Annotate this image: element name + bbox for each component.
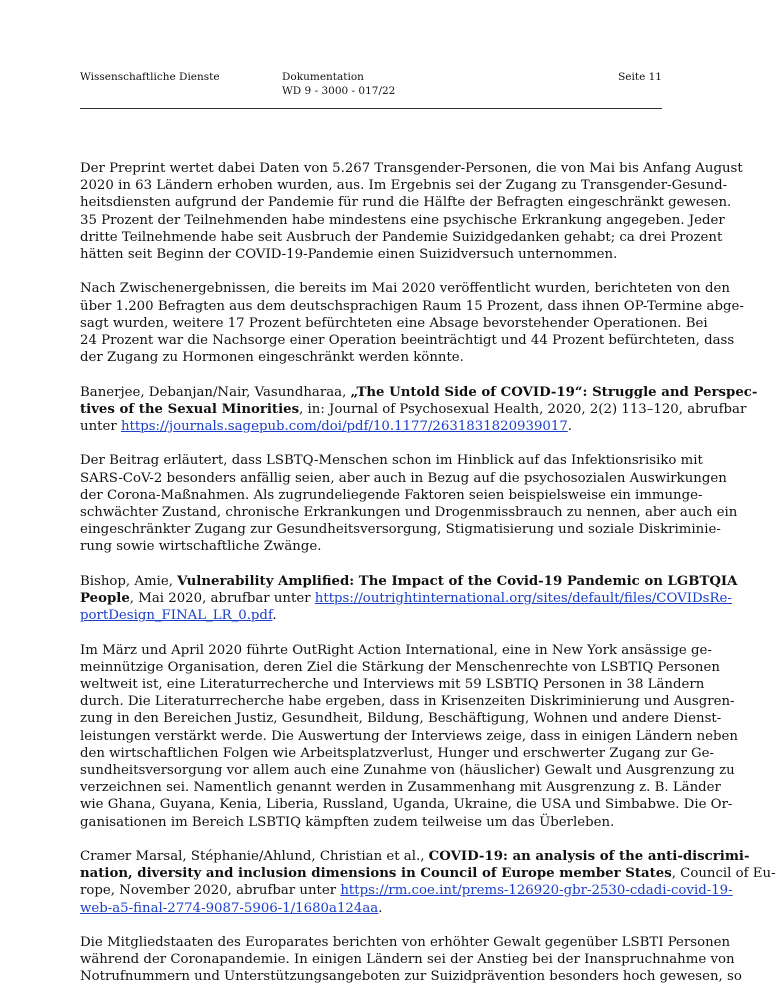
text-line (80, 900, 662, 917)
header-document-info (282, 70, 395, 98)
text-line: Die Mitgliedstaaten des Europarates berichten von erhöhter Gewalt gegenüber LSBTI Personen (80, 935, 731, 951)
ref-source: , in: Journal of Psychosexual Health, 2020, 2(2) 113–120, abrufbar (299, 401, 747, 417)
text-line: während der Coronapandemie. In einigen Ländern sei der Anstieg bei der Inanspruchnahme von (80, 952, 735, 968)
text-line: 35 Prozent der Teilnehmenden habe mindestens eine psychische Erkrankung angegeben. Jeder (80, 212, 725, 228)
text-line: Im März und April 2020 führte OutRight Action International, eine in New York ansässige ge- (80, 642, 712, 658)
text-line: durch. Die Literaturrecherche habe ergeben, dass in Krisenzeiten Diskriminierung und Ausgren- (80, 694, 735, 710)
text-line: SARS-CoV-2 besonders anfällig seien, aber auch in Bezug auf die psychosozialen Auswirkungen (80, 470, 727, 486)
text-line: wie Ghana, Guyana, Kenia, Liberia, Russland, Uganda, Ukraine, die USA und Simbabwe. Die Or- (80, 797, 733, 813)
ref-authors: Banerjee, Debanjan/Nair, Vasundharaa, (80, 384, 351, 400)
text-line: 24 Prozent war die Nachsorge einer Operation beeinträchtigt und 44 Prozent befürchteten, dass (80, 333, 735, 349)
text-line: leistungen verstärkt werde. Die Auswertung der Interviews zeige, dass in einigen Ländern neben (80, 728, 738, 744)
text-line: meinnützige Organisation, deren Ziel die Stärkung der Menschenrechte von LSBTIQ Personen (80, 659, 720, 675)
ref-authors: Cramer Marsal, Stéphanie/Ahlund, Christian et al., (80, 849, 429, 865)
ref-source: unter (80, 419, 121, 435)
text-line (80, 401, 747, 418)
ref-title: COVID-19: an analysis of the anti-discrimi- (428, 849, 750, 865)
text-line (80, 848, 750, 865)
ref-source: , Council of Eu- (671, 866, 776, 882)
paragraph-council-of-europe (80, 934, 742, 986)
paragraph-preprint (80, 160, 743, 263)
text-line: Der Beitrag erläutert, dass LSBTQ-Menschen schon im Hinblick auf das Infektionsrisiko mit (80, 453, 703, 469)
ref-title: Vulnerability Amplified: The Impact of the Covid-19 Pandemic on LGBTQIA (177, 573, 738, 589)
text-line: sagt wurden, weitere 17 Prozent befürchteten eine Absage bevorstehender Operationen. Bei (80, 315, 708, 331)
text-line: verzeichnen sei. Namentlich genannt werden in Zusammenhang mit Ausgrenzung z. B. Länder (80, 780, 721, 796)
ref-title: People (80, 591, 130, 607)
text-line: dritte Teilnehmende habe seit Ausbruch der Pandemie Suizidgedanken gehabt; ca drei Prozent (80, 229, 723, 245)
text-line: 2020 in 63 Ländern erhoben wurden, aus. Im Ergebnis sei der Zugang zu Transgender-Gesund- (80, 178, 728, 194)
text-line: zung in den Bereichen Justiz, Gesundheit, Bildung, Beschäftigung, Wohnen und andere Dienst- (80, 711, 722, 727)
ref-link[interactable]: https://rm.coe.int/prems-126920-gbr-2530-cdadi-covid-19- (340, 883, 733, 899)
text-line: Notrufnummern und Unterstützungsangeboten zur Suizidprävention besonders hoch gewesen, so (80, 969, 742, 985)
ref-source: rope, November 2020, abrufbar unter (80, 883, 341, 899)
ref-punct: . (272, 608, 277, 624)
text-line: über 1.200 Befragten aus dem deutschsprachigen Raum 15 Prozent, dass ihnen OP-Termine abge- (80, 298, 744, 314)
text-line: eingeschränkter Zugang zur Gesundheitsversorgung, Stigmatisierung und soziale Diskriminie- (80, 522, 721, 538)
text-line: ganisationen im Bereich LSBTIQ kämpften zudem teilweise um das Überleben. (80, 814, 615, 830)
text-line: schwächter Zustand, chronische Erkrankungen und Drogenmissbrauch zu nennen, aber auch ein (80, 505, 738, 521)
paragraph-interim-results (80, 280, 744, 366)
text-line: Der Preprint wertet dabei Daten von 5.267 Transgender-Personen, die von Mai bis Anfang August (80, 161, 743, 176)
reference-cramer-marsal (80, 848, 776, 917)
ref-title: „The Untold Side of COVID-19“: Struggle and Perspec- (350, 384, 758, 400)
paragraph-banerjee-summary (80, 452, 738, 555)
ref-punct: . (567, 419, 573, 435)
text-line: der Zugang zu Hormonen eingeschränkt werden könnte. (80, 350, 464, 366)
text-line: den wirtschaftlichen Folgen wie Arbeitsplatzverlust, Hunger und erschwerter Zugang zur Ge- (80, 745, 715, 761)
text-line: hätten seit Beginn der COVID-19-Pandemie einen Suizidversuch unternommen. (80, 247, 618, 263)
header-institution: Wissenschaftliche Dienste (80, 71, 220, 83)
text-line: weltweit ist, eine Literaturrecherche und Interviews mit 59 LSBTIQ Personen in 38 Ländern (80, 677, 705, 693)
ref-title: nation, diversity and inclusion dimensions in Council of Europe member States (80, 866, 672, 882)
ref-source: , Mai 2020, abrufbar unter (129, 591, 315, 607)
paragraph-bishop-summary (80, 642, 738, 831)
reference-banerjee (80, 384, 758, 436)
text-line (80, 590, 732, 607)
text-line (80, 882, 733, 899)
page-header (80, 70, 662, 110)
text-line: sundheitsversorgung vor allem auch eine Zunahme von (häuslicher) Gewalt und Ausgrenzung zu (80, 763, 735, 779)
ref-link[interactable]: portDesign_FINAL_LR_0.pdf (80, 608, 273, 624)
text-line: Nach Zwischenergebnissen, die bereits im Mai 2020 veröffentlicht wurden, berichteten von den (80, 281, 730, 297)
header-rule (80, 108, 662, 109)
ref-link[interactable]: https://journals.sagepub.com/doi/pdf/10.1177/2631831820939017 (120, 419, 568, 435)
text-line (80, 418, 662, 435)
document-body (80, 160, 776, 1003)
ref-link[interactable]: https://outrightinternational.org/sites/default/files/COVIDsRe- (314, 591, 732, 607)
text-line (80, 573, 738, 590)
reference-bishop (80, 573, 738, 625)
text-line (80, 607, 662, 624)
text-line: der Corona-Maßnahmen. Als zugrundeliegende Faktoren seien beispielsweise ein immunge- (80, 487, 703, 503)
header-doc-number: WD 9 - 3000 - 017/22 (282, 85, 396, 97)
text-line (80, 865, 776, 882)
header-page-number: Seite 11 (618, 71, 662, 83)
ref-punct: . (378, 900, 383, 916)
text-line (80, 384, 758, 401)
ref-title: tives of the Sexual Minorities (80, 401, 300, 417)
text-line: rung sowie wirtschaftliche Zwänge. (80, 539, 322, 555)
ref-authors: Bishop, Amie, (80, 573, 178, 589)
text-line: heitsdiensten aufgrund der Pandemie für rund die Hälfte der Befragten eingeschränkt gewesen. (80, 195, 732, 211)
header-doc-type: Dokumentation (282, 71, 364, 83)
ref-link[interactable]: web-a5-final-2774-9087-5906-1/1680a124aa (80, 900, 379, 916)
